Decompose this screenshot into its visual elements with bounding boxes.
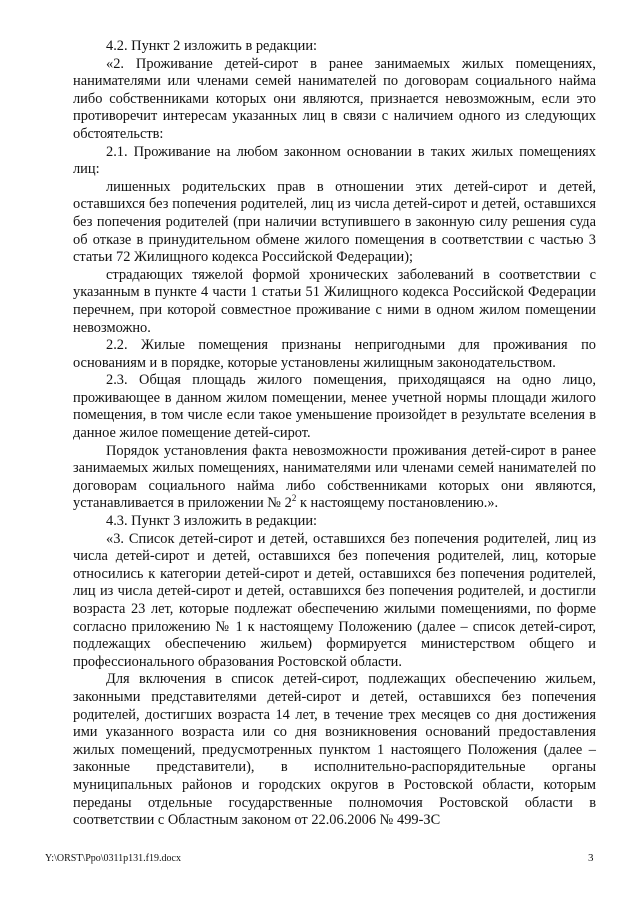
paragraph-4-3-heading: 4.3. Пункт 3 изложить в редакции: xyxy=(106,513,318,530)
paragraph-deprived-rights: лишенных родительских прав в отношении этих детей-сирот и детей, оставшихся без попечения родителей, лиц из числа детей-сирот и детей, оставшихся без попечения родителей (при наличии вступившего в законную силу решения суда об отказе в принудительном обмене жилого помещения в соответствии с частью 3 статьи 72 Жилищного кодекса Российской Федерации); xyxy=(73,178,596,266)
paragraph-inclusion: Для включения в список детей-сирот, подлежащих обеспечению жильем, законными представителями детей-сирот и детей, оставшихся без попечения родителей, достигших возраста 14 лет, в течение трех месяцев со дня достижения ими указанного возраста или со дня возникновения оснований предоставления жилых помещений, предусмотренных пунктом 1 настоящего Положения (далее – законные представители), в исполнительно-распорядительные органы муниципальных районов и городских округов в Ростовской области, которым переданы отдельные государственные полномочия Ростовской области в соответствии с Областным законом от 22.06.2006 № 499-ЗС xyxy=(73,671,596,829)
footer-file-path: Y:\ORST\Ppo\0311p131.f19.docx xyxy=(45,853,181,864)
footer-page-number: 3 xyxy=(588,852,594,864)
paragraph-4-2-heading: 4.2. Пункт 2 изложить в редакции: xyxy=(106,38,318,54)
procedure-text: Порядок установления факта невозможности проживания детей-сирот в ранее занимаемых жилых помещениях, нанимателями или членами семей нанимателей по договорам социального найма либо собственниками которых они являются, устанавливается в приложении № 2 xyxy=(73,442,596,512)
paragraph-chronic-diseases: страдающих тяжелой формой хронических заболеваний в соответствии с указанным в пункте 4 части 1 статьи 51 Жилищного кодекса Российской Федерации перечнем, при которой совместное проживание с ними в одном жилом помещении невозможно. xyxy=(73,266,596,336)
paragraph-item-3: «3. Список детей-сирот и детей, оставшихся без попечения родителей, лиц из числа детей-сирот и детей, оставшихся без попечения родителей, лиц, которые относились к категории детей-сирот и детей, оставшихся без попечения родителей, лиц из числа детей-сирот и детей, оставшихся без попечения родителей, и достигли возраста 23 лет, которые подлежат обеспечению жилыми помещениями, по форме согласно приложению № 1 к настоящему Положению (далее – список детей-сирот, подлежащих обеспечению жильем) формируется министерством общего и профессионального образования Ростовской области. xyxy=(73,530,596,670)
paragraph-procedure xyxy=(73,443,596,513)
paragraph-item-2-2: 2.2. Жилые помещения признаны непригодными для проживания по основаниям и в порядке, которые установлены жилищным законодательством. xyxy=(73,337,596,371)
paragraph-item-2: «2. Проживание детей-сирот в ранее занимаемых жилых помещениях, нанимателями или членами семей нанимателей по договорам социального найма либо собственниками которых они являются, признается невозможным, если это противоречит интересам указанных лиц в связи с наличием одного из следующих обстоятельств: xyxy=(73,55,596,142)
paragraph-item-2-3: 2.3. Общая площадь жилого помещения, приходящаяся на одно лицо, проживающее в данном жилом помещении, менее учетной нормы площади жилого помещения, в том числе если такое уменьшение произойдет в результате вселения в данное жилое помещение детей-сирот. xyxy=(73,372,596,442)
document-body xyxy=(73,38,596,830)
paragraph-item-2-1: 2.1. Проживание на любом законном основании в таких жилых помещениях лиц: xyxy=(73,143,596,178)
procedure-text-end: к настоящему постановлению.». xyxy=(296,495,499,512)
procedure-superscript: 2 xyxy=(291,493,297,504)
